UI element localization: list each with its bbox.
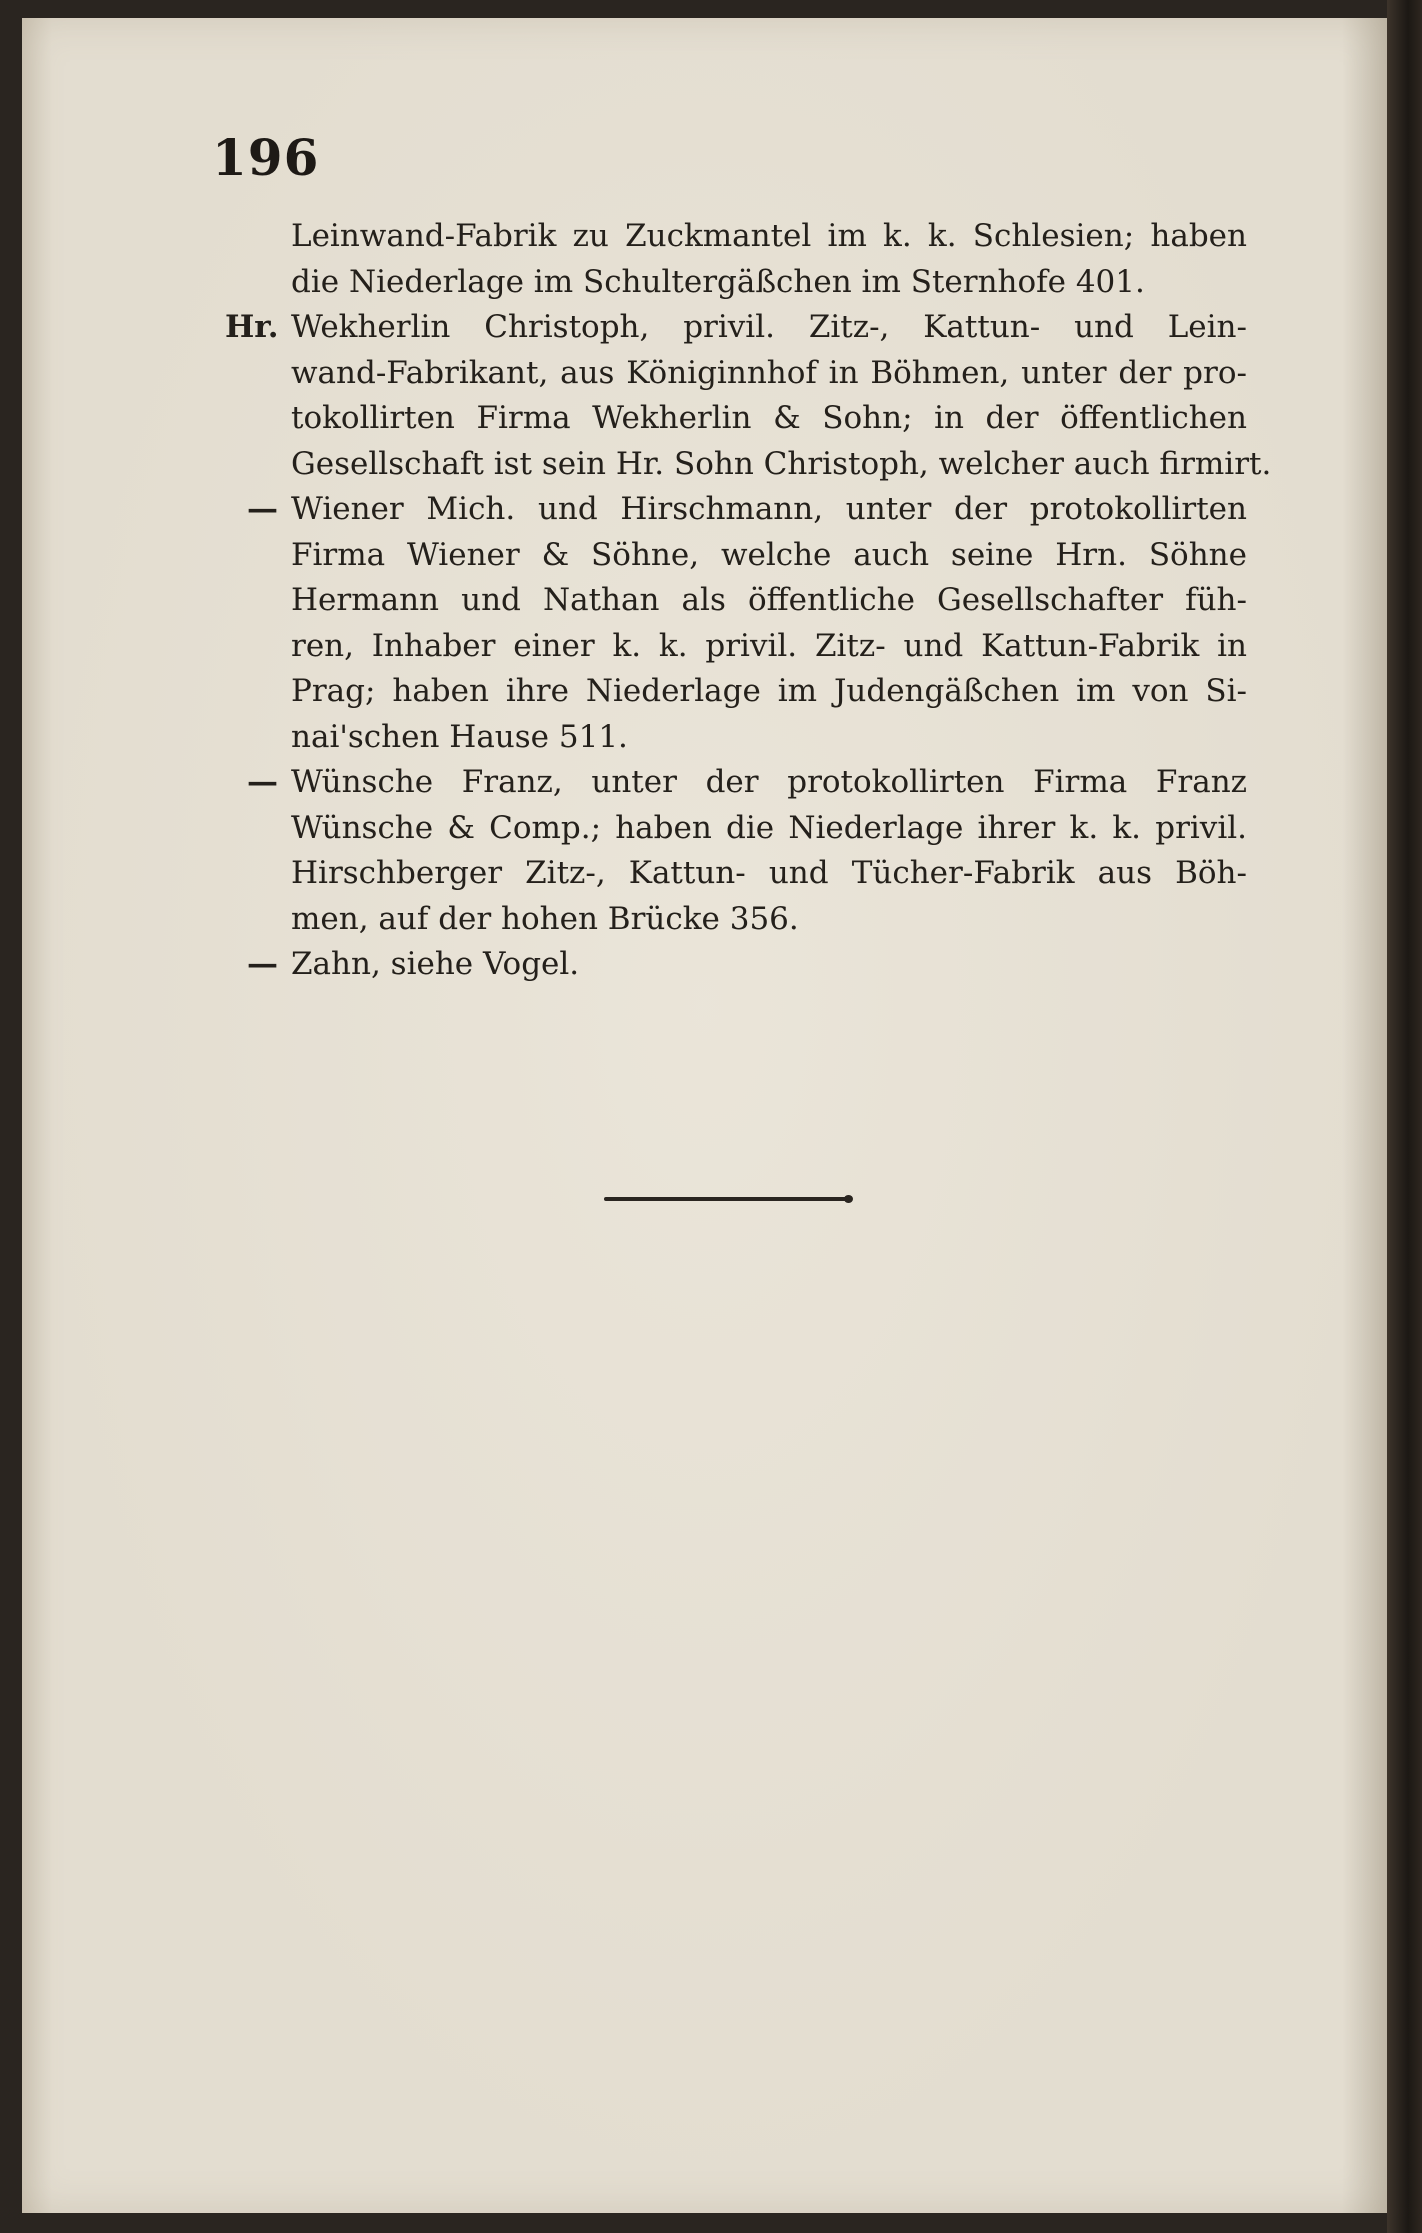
entry-line: Wekherlin Christoph, privil. Zitz-, Kattun- und Lein- [291,309,1247,345]
entry-prefix: — [247,491,278,527]
directory-entry [227,942,1247,988]
directory-entry [227,214,1247,305]
entry-line: men, auf der hohen Brücke 356. [291,900,799,937]
entry-line: Wünsche Franz, unter der protokollirten Firma Franz [291,764,1247,800]
entry-line: wand-Fabrikant, aus Königinnhof in Böhmen, unter der pro- [291,354,1247,391]
entry-line: tokollirten Firma Wekherlin & Sohn; in der öffentlichen [291,400,1247,436]
entry-line: die Niederlage im Schultergäßchen im Sternhofe 401. [291,263,1145,300]
entry-line: Hirschberger Zitz-, Kattun- und Tücher-Fabrik aus Böh- [291,855,1247,891]
section-divider [604,1197,848,1201]
directory-entry [227,487,1247,760]
entry-line: Firma Wiener & Söhne, welche auch seine Hrn. Söhne [291,536,1247,573]
entry-prefix: — [247,946,278,982]
directory-entry [227,760,1247,942]
directory-entry [225,305,1272,487]
entry-line: nai'schen Hause 511. [291,718,628,755]
page-number: 196 [212,128,320,187]
entry-line: Prag; haben ihre Niederlage im Judengäßchen im von Si- [291,673,1247,709]
entry-line: Wiener Mich. und Hirschmann, unter der protokollirten [291,491,1247,527]
entry-line: Leinwand-Fabrik zu Zuckmantel im k. k. Schlesien; haben [291,218,1247,254]
book-page [22,18,1387,2213]
book-binding-edge [1387,0,1422,2233]
entry-line: Wünsche & Comp.; haben die Niederlage ihrer k. k. privil. [291,809,1247,846]
entry-line: ren, Inhaber einer k. k. privil. Zitz- und Kattun-Fabrik in [291,627,1247,664]
entry-line: Gesellschaft ist sein Hr. Sohn Christoph, welcher auch firmirt. [291,445,1272,482]
entry-prefix: — [247,764,278,800]
entry-line: Hermann und Nathan als öffentliche Gesellschafter füh- [291,582,1247,618]
directory-text [225,214,1272,988]
entry-line: Zahn, siehe Vogel. [291,946,580,982]
entry-prefix: Hr. [225,309,279,345]
